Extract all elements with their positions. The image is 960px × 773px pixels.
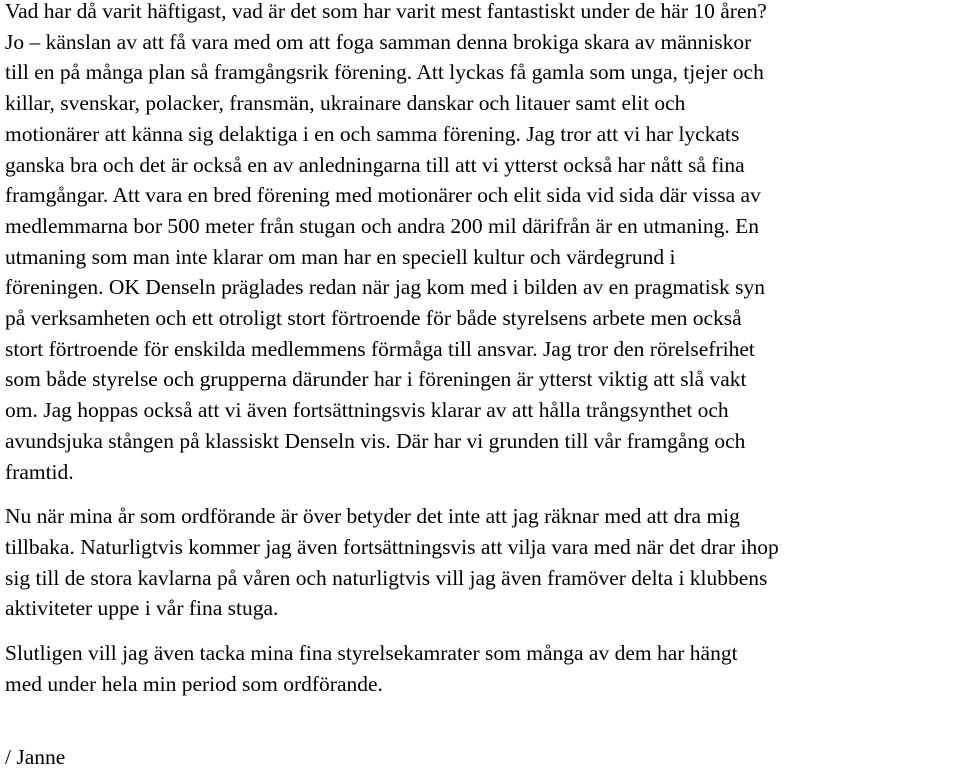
text-line: till en på många plan så framgångsrik förening. Att lyckas få gamla som unga, tjejer och	[5, 60, 764, 85]
text-line: om. Jag hoppas också att vi även fortsättningsvis klarar av att hålla trångsynthet och	[5, 398, 729, 423]
text-line: Slutligen vill jag även tacka mina fina styrelsekamrater som många av dem har hängt	[5, 641, 738, 666]
text-line: som både styrelse och grupperna därunder har i föreningen är ytterst viktig att slå vakt	[5, 367, 747, 392]
text-line: framtid.	[5, 459, 74, 484]
text-line: tillbaka. Naturligtvis kommer jag även fortsättningsvis att vilja vara med när det drar ihop	[5, 534, 779, 559]
text-line: Nu när mina år som ordförande är över betyder det inte att jag räknar med att dra mig	[5, 504, 740, 529]
text-line: motionärer att känna sig delaktiga i en och samma förening. Jag tror att vi har lyckats	[5, 121, 740, 146]
text-line: avundsjuka stången på klassiskt Denseln vis. Där har vi grunden till vår framgång och	[5, 428, 746, 453]
text-line: aktiviteter uppe i vår fina stuga.	[5, 596, 279, 621]
document-body	[5, 0, 957, 773]
text-line: Jo – känslan av att få vara med om att foga samman denna brokiga skara av människor	[5, 29, 752, 54]
text-line: ganska bra och det är också en av anledningarna till att vi ytterst också har nått så fina	[5, 152, 745, 177]
text-line: sig till de stora kavlarna på våren och naturligtvis vill jag även framöver delta i klubbens	[5, 565, 768, 590]
text-line: föreningen. OK Denseln präglades redan när jag kom med i bilden av en pragmatisk syn	[5, 275, 766, 300]
paragraph-3	[5, 638, 957, 699]
signature: / Janne	[5, 745, 66, 770]
text-line: framgångar. Att vara en bred förening med motionärer och elit sida vid sida där vissa av	[5, 183, 761, 208]
text-line: medlemmarna bor 500 meter från stugan och andra 200 mil därifrån är en utmaning. En	[5, 213, 760, 238]
paragraph-1	[5, 0, 957, 487]
text-line: med under hela min period som ordförande.	[5, 671, 383, 696]
paragraph-2	[5, 501, 957, 624]
text-line: utmaning som man inte klarar om man har en speciell kultur och värdegrund i	[5, 244, 676, 269]
text-line: stort förtroende för enskilda medlemmens förmåga till ansvar. Jag tror den rörelsefrihet	[5, 336, 755, 361]
text-line: på verksamheten och ett otroligt stort förtroende för både styrelsens arbete men också	[5, 306, 742, 331]
text-line: Vad har då varit häftigast, vad är det som har varit mest fantastiskt under de här 10 åren?	[5, 0, 767, 23]
text-line: killar, svenskar, polacker, fransmän, ukrainare danskar och litauer samt elit och	[5, 91, 686, 116]
